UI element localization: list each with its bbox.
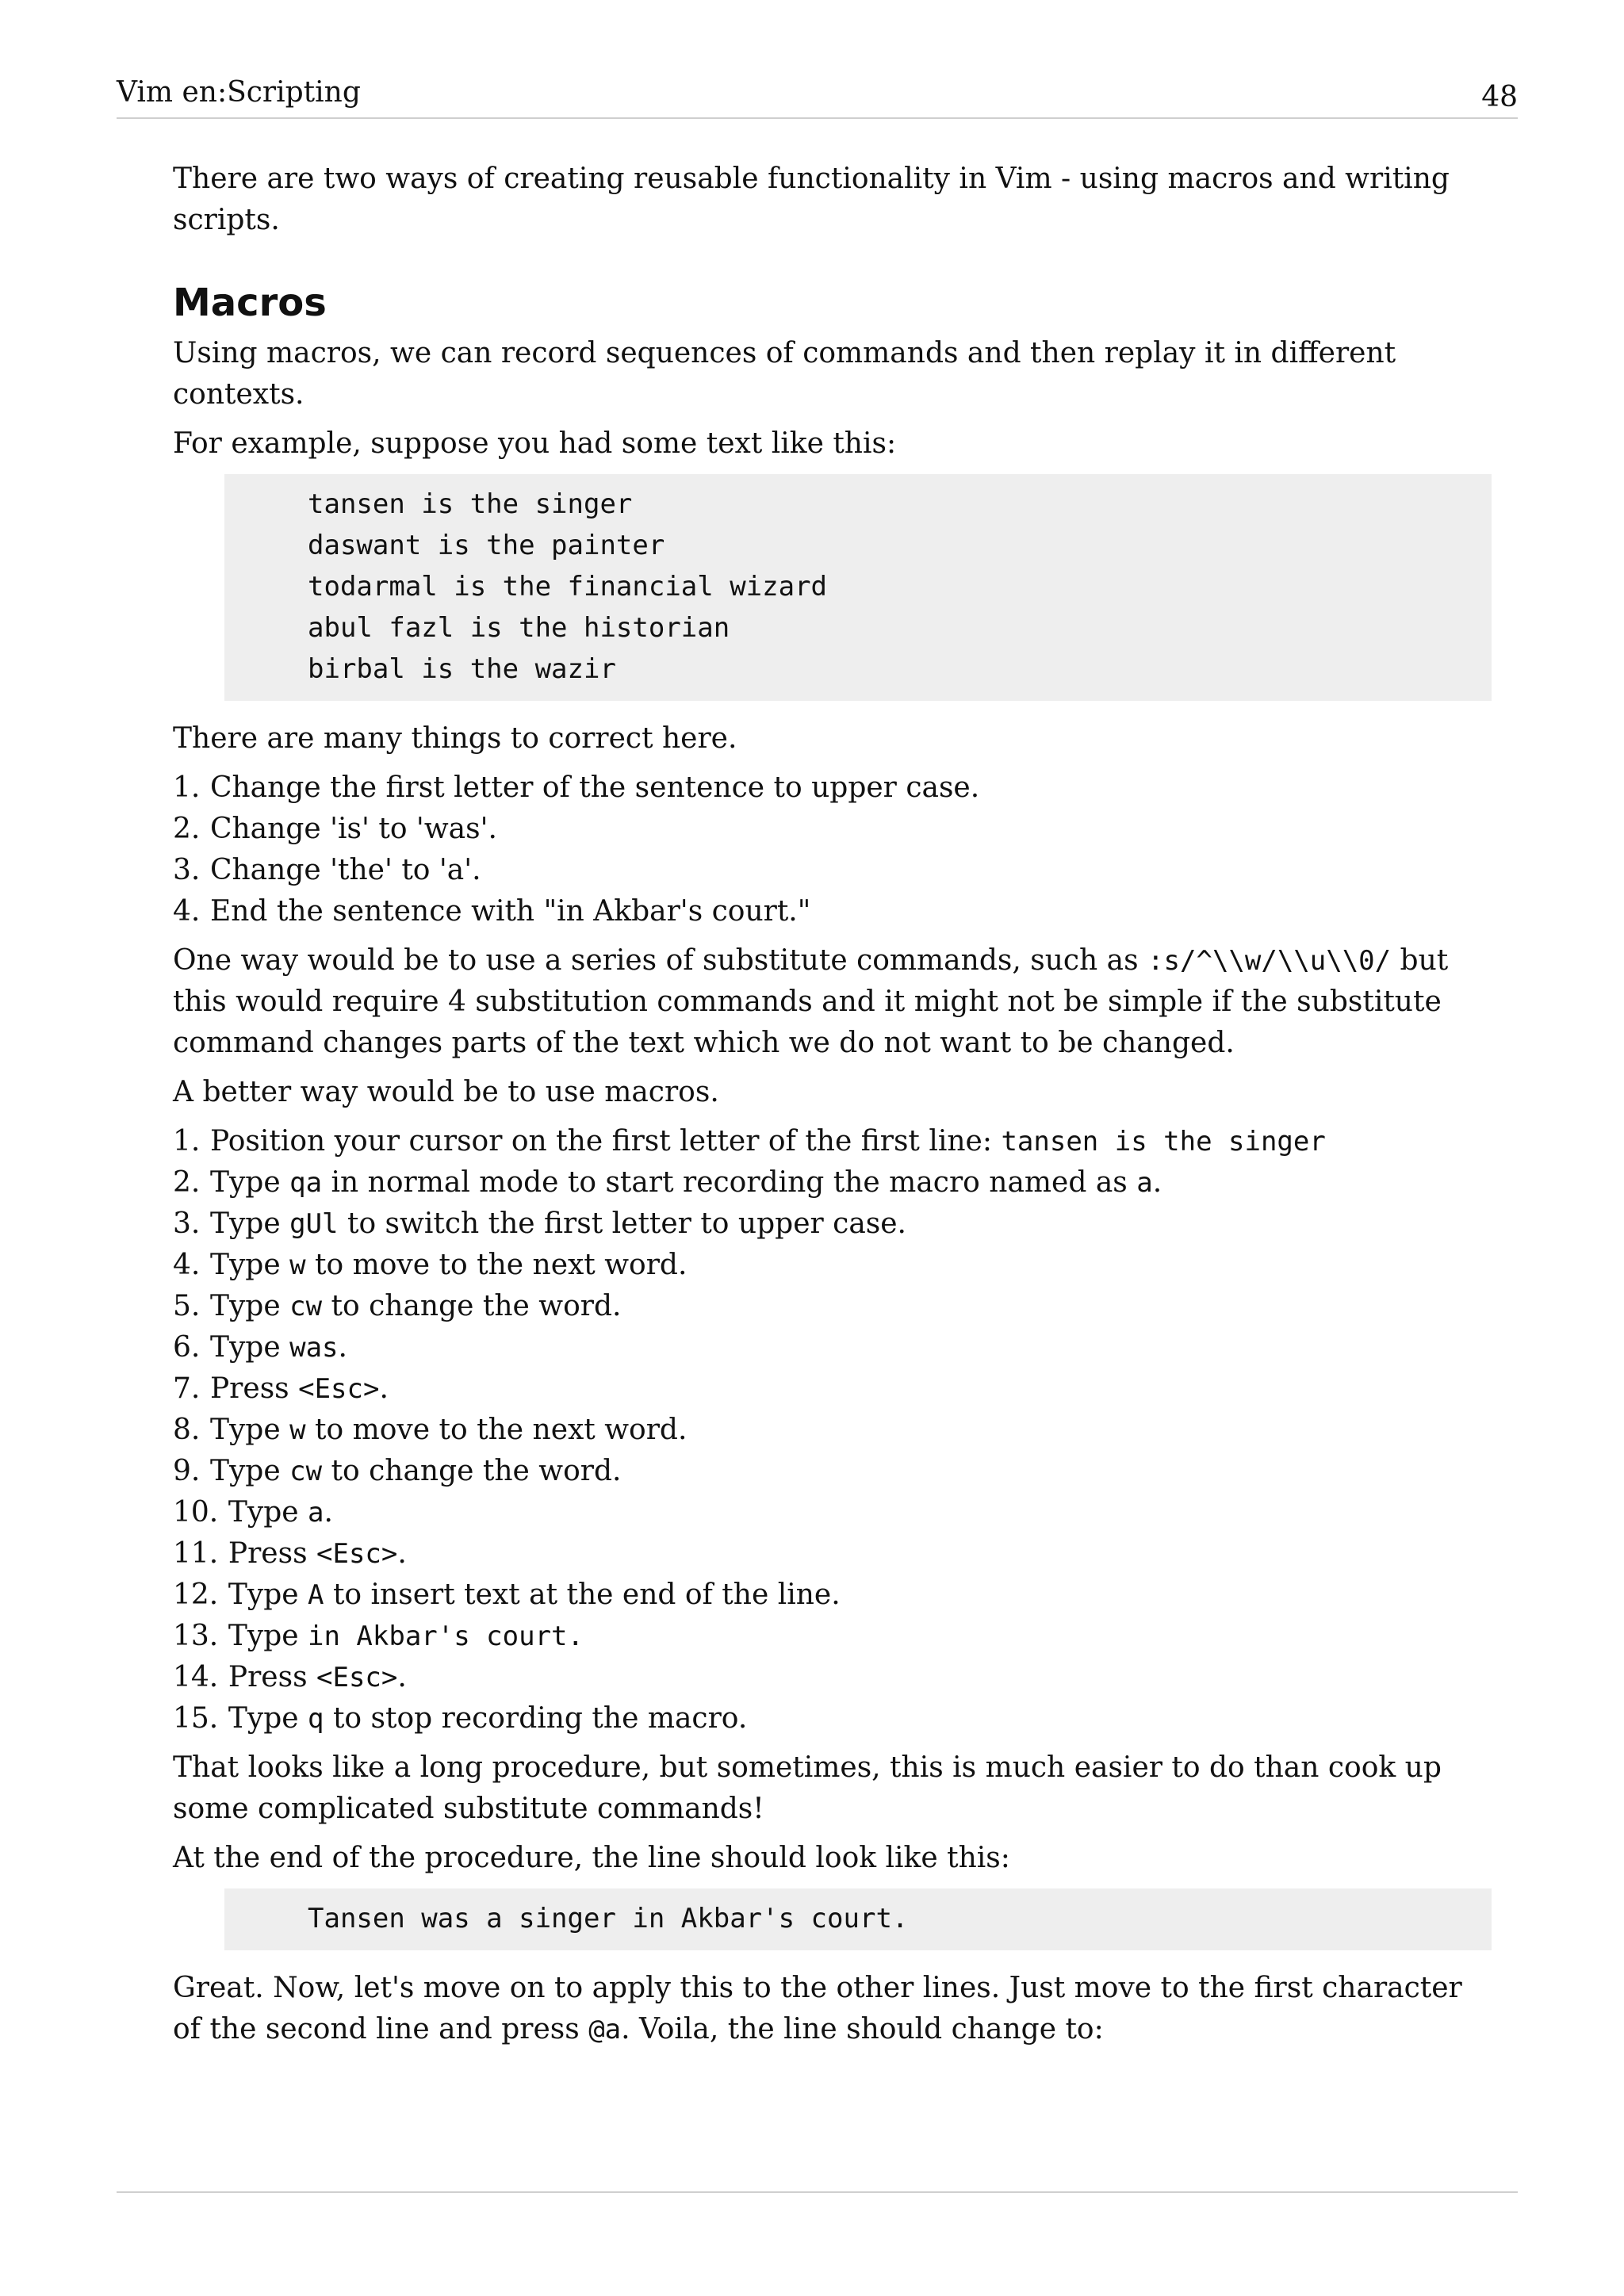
list-number: 7. (173, 1372, 201, 1405)
inline-code: <Esc> (298, 1373, 380, 1405)
list-number: 12. (173, 1578, 219, 1611)
list-item: 1. Position your cursor on the first letter of the first line: tansen is the singer (173, 1125, 1326, 1158)
sample-text-code-block: tansen is the singer daswant is the painter todarmal is the financial wizard abul fazl is the historian birbal is the wazir (224, 474, 1492, 701)
inline-code: :s/^\\w/\\u\\0/ (1147, 945, 1392, 977)
inline-code: a (308, 1497, 324, 1529)
list-item: 10. Type a. (173, 1496, 333, 1529)
list-text: Change the first letter of the sentence to upper case. (209, 771, 980, 804)
page-footer-rule (117, 2191, 1518, 2193)
inline-code: cw (289, 1456, 323, 1487)
list-item: 14. Press <Esc>. (173, 1661, 407, 1693)
inline-code: w (289, 1414, 306, 1446)
result-code-block: Tansen was a singer in Akbar's court. (224, 1888, 1492, 1950)
macros-paragraph-4: One way would be to use a series of substitute commands, such as :s/^\\w/\\u\\0/ but this would require 4 substitution commands and it might not be simple if the substitute command changes parts of the text which we do not want to be changed. (173, 944, 1449, 1059)
list-number: 14. (173, 1661, 219, 1693)
list-number: 1. (173, 1125, 201, 1158)
section-heading: Macros (173, 281, 327, 325)
list-item: 4. Type w to move to the next word. (173, 1249, 688, 1281)
list-item (173, 767, 1489, 809)
page-header (117, 73, 1518, 119)
inline-code: A (308, 1579, 324, 1611)
list-number: 6. (173, 1331, 201, 1364)
inline-code: was (289, 1332, 339, 1364)
inline-code: <Esc> (316, 1662, 398, 1693)
macros-paragraph-2: For example, suppose you had some text like this: (173, 427, 897, 460)
macros-paragraph-7: At the end of the procedure, the line should look like this: (173, 1842, 1010, 1874)
macro-steps-list (173, 1121, 1489, 1739)
inline-code: q (308, 1703, 324, 1735)
intro-paragraph: There are two ways of creating reusable functionality in Vim - using macros and writing scripts. (173, 163, 1450, 236)
list-item (173, 891, 1489, 932)
list-item: 6. Type was. (173, 1331, 347, 1364)
list-item (173, 850, 1489, 891)
list-number: 13. (173, 1620, 219, 1652)
macros-paragraph-8: Great. Now, let's move on to apply this to the other lines. Just move to the first character of the second line and press @a. Voila, the line should change to: (173, 1972, 1462, 2045)
list-item: 7. Press <Esc>. (173, 1372, 389, 1405)
corrections-list (173, 767, 1489, 932)
list-item: 15. Type q to stop recording the macro. (173, 1702, 748, 1735)
list-number: 11. (173, 1537, 219, 1570)
list-item: 9. Type cw to change the word. (173, 1455, 622, 1487)
inline-code: cw (289, 1291, 323, 1322)
list-number: 5. (173, 1290, 201, 1322)
list-number: 4. (173, 1249, 201, 1281)
list-text: Change 'the' to 'a'. (209, 854, 481, 886)
list-number: 4. (173, 895, 201, 928)
page-number: 48 (1481, 81, 1518, 113)
inline-code: <Esc> (316, 1538, 398, 1570)
list-number: 2. (173, 1166, 201, 1199)
list-text: Change 'is' to 'was'. (209, 813, 497, 845)
list-item (173, 809, 1489, 850)
macros-paragraph-6: That looks like a long procedure, but sometimes, this is much easier to do than cook up some complicated substitute commands! (173, 1751, 1442, 1825)
list-number: 3. (173, 854, 201, 886)
list-number: 15. (173, 1702, 219, 1735)
list-number: 10. (173, 1496, 219, 1529)
list-number: 8. (173, 1414, 201, 1446)
list-item: 13. Type in Akbar's court. (173, 1620, 584, 1652)
list-item: 5. Type cw to change the word. (173, 1290, 622, 1322)
list-number: 9. (173, 1455, 201, 1487)
inline-code: qa (289, 1167, 323, 1199)
inline-code: gUl (289, 1208, 339, 1240)
running-title: Vim en:Scripting (117, 76, 361, 109)
inline-code: w (289, 1249, 306, 1281)
inline-code: @a (588, 2014, 622, 2045)
inline-code: a (1136, 1167, 1153, 1199)
list-number: 2. (173, 813, 201, 845)
list-text: End the sentence with "in Akbar's court." (209, 895, 811, 928)
list-item: 11. Press <Esc>. (173, 1537, 407, 1570)
list-item: 3. Type gUl to switch the first letter to upper case. (173, 1207, 906, 1240)
inline-code: in Akbar's court. (308, 1621, 584, 1652)
inline-code: tansen is the singer (1001, 1126, 1326, 1158)
macros-paragraph-1: Using macros, we can record sequences of commands and then replay it in different contexts. (173, 337, 1396, 411)
list-number: 3. (173, 1207, 201, 1240)
list-item: 12. Type A to insert text at the end of the line. (173, 1578, 841, 1611)
macros-paragraph-5: A better way would be to use macros. (173, 1076, 719, 1108)
page-content (173, 159, 1489, 2058)
macros-paragraph-3: There are many things to correct here. (173, 722, 737, 755)
list-item: 2. Type qa in normal mode to start recording the macro named as a. (173, 1166, 1162, 1199)
list-number: 1. (173, 771, 201, 804)
list-item: 8. Type w to move to the next word. (173, 1414, 688, 1446)
